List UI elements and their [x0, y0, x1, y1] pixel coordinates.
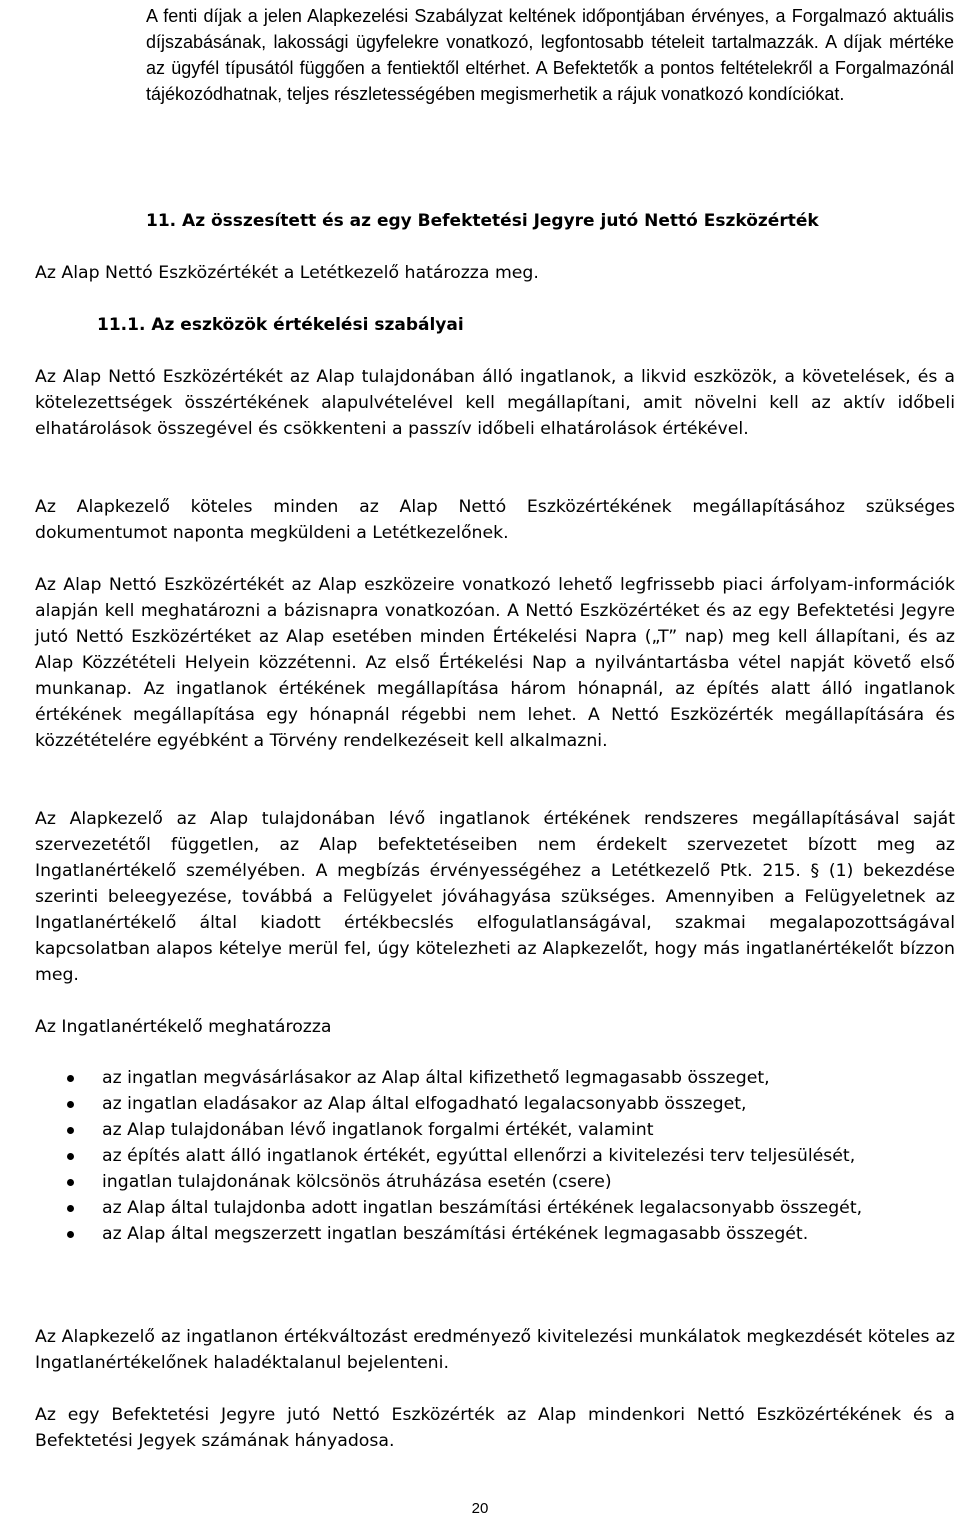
paragraph-nav-basis: Az Alap Nettó Eszközértékét az Alap tulajdonában álló ingatlanok, a likvid eszközök, a követelések, és a kötelezettségek összértékének alapulvételével kell megállapítani, amit növelni kell az aktív időbeli elhatárolások összegével és csökkenteni a passzív időbeli elhatárolások értékével. [35, 367, 955, 439]
list-item: ingatlan tulajdonának kölcsönös átruházása esetén (csere) [35, 1169, 955, 1195]
bullet-icon [67, 1101, 74, 1108]
bullet-icon [67, 1179, 74, 1186]
list-item: az Alap által megszerzett ingatlan beszámítási értékének legmagasabb összegét. [35, 1221, 955, 1247]
paragraph-nav-per-unit: Az egy Befektetési Jegyre jutó Nettó Eszközérték az Alap mindenkori Nettó Eszközértékének és a Befektetési Jegyek számának hányadosa. [35, 1405, 955, 1451]
paragraph-daily-documents: Az Alapkezelő köteles minden az Alap Nettó Eszközértékének megállapításához szükséges dokumentumot naponta megküldeni a Letétkezelőnek. [35, 497, 955, 543]
bullet-icon [67, 1153, 74, 1160]
paragraph-valuer-determines: Az Ingatlanértékelő meghatározza [35, 1017, 332, 1037]
valuer-duties-list [35, 1065, 955, 1247]
intro-paragraph: A fenti díjak a jelen Alapkezelési Szabályzat keltének időpontjában érvényes, a Forgalmazó aktuális díjszabásának, lakossági ügyfelekre vonatkozó, legfontosabb tételeit tartalmazzák. A díjak mértéke az ügyfél típusától függően a fentiektől eltérhet. A Befektetők a pontos feltételekről a Forgalmazónál tájékozódhatnak, teljes részletességében megismerhetik a rájuk vonatkozó kondíciókat. [146, 6, 954, 104]
page-number: 20 [471, 1500, 489, 1517]
section-heading: 11. Az összesített és az egy Befektetési Jegyre jutó Nettó Eszközérték [146, 211, 819, 231]
bullet-icon [67, 1231, 74, 1238]
subsection-heading: 11.1. Az eszközök értékelési szabályai [97, 315, 464, 335]
list-item: az Alap által tulajdonba adott ingatlan beszámítási értékének legalacsonyabb összegét, [35, 1195, 955, 1221]
bullet-icon [67, 1075, 74, 1082]
bullet-icon [67, 1205, 74, 1212]
paragraph-property-valuer: Az Alapkezelő az Alap tulajdonában lévő ingatlanok értékének rendszeres megállapításával saját szervezetétől független, az Alap befektetéseiben nem érdekelt szervezetet bízott meg az Ingatlanértékelő személyében. A megbízás érvényességéhez a Letétkezelő Ptk. 215. § (1) bekezdése szerinti beleegyezése, továbbá a Felügyelet jóváhagyása szükséges. Amennyiben a Felügyeletnek az Ingatlanértékelő által kiadott értékbecslés elfogulatlanságával, szakmai megalapozottságával kapcsolatban alapos kételye merül fel, úgy kötelezheti az Alapkezelőt, hogy más ingatlanértékelőt bízzon meg. [35, 809, 955, 985]
paragraph-notify-valuer: Az Alapkezelő az ingatlanon értékváltozást eredményező kivitelezési munkálatok megkezdését köteles az Ingatlanértékelőnek haladéktalanul bejelenteni. [35, 1327, 955, 1373]
list-item: az Alap tulajdonában lévő ingatlanok forgalmi értékét, valamint [35, 1117, 955, 1143]
section-lead: Az Alap Nettó Eszközértékét a Letétkezelő határozza meg. [35, 263, 539, 283]
list-item: az ingatlan eladásakor az Alap által elfogadható legalacsonyabb összeget, [35, 1091, 955, 1117]
paragraph-valuation-rules: Az Alap Nettó Eszközértékét az Alap eszközeire vonatkozó lehető legfrissebb piaci árfolyam-információk alapján kell meghatározni a bázisnapra vonatkozóan. A Nettó Eszközértéket és az egy Befektetési Jegyre jutó Nettó Eszközértéket az Alap esetében minden Értékelési Napra („T” nap) meg kell állapítani, és az Alap Közzétételi Helyein közzétenni. Az első Értékelési Nap a nyilvántartásba vétel napját követő első munkanap. Az ingatlanok értékének megállapítása három hónapnál, az építés alatt álló ingatlanok értékének megállapítása egy hónapnál régebbi nem lehet. A Nettó Eszközérték megállapítására és közzétételére egyébként a Törvény rendelkezéseit kell alkalmazni. [35, 575, 955, 751]
bullet-icon [67, 1127, 74, 1134]
list-item: az ingatlan megvásárlásakor az Alap által kifizethető legmagasabb összeget, [35, 1065, 955, 1091]
list-item: az építés alatt álló ingatlanok értékét, egyúttal ellenőrzi a kivitelezési terv teljesülését, [35, 1143, 955, 1169]
